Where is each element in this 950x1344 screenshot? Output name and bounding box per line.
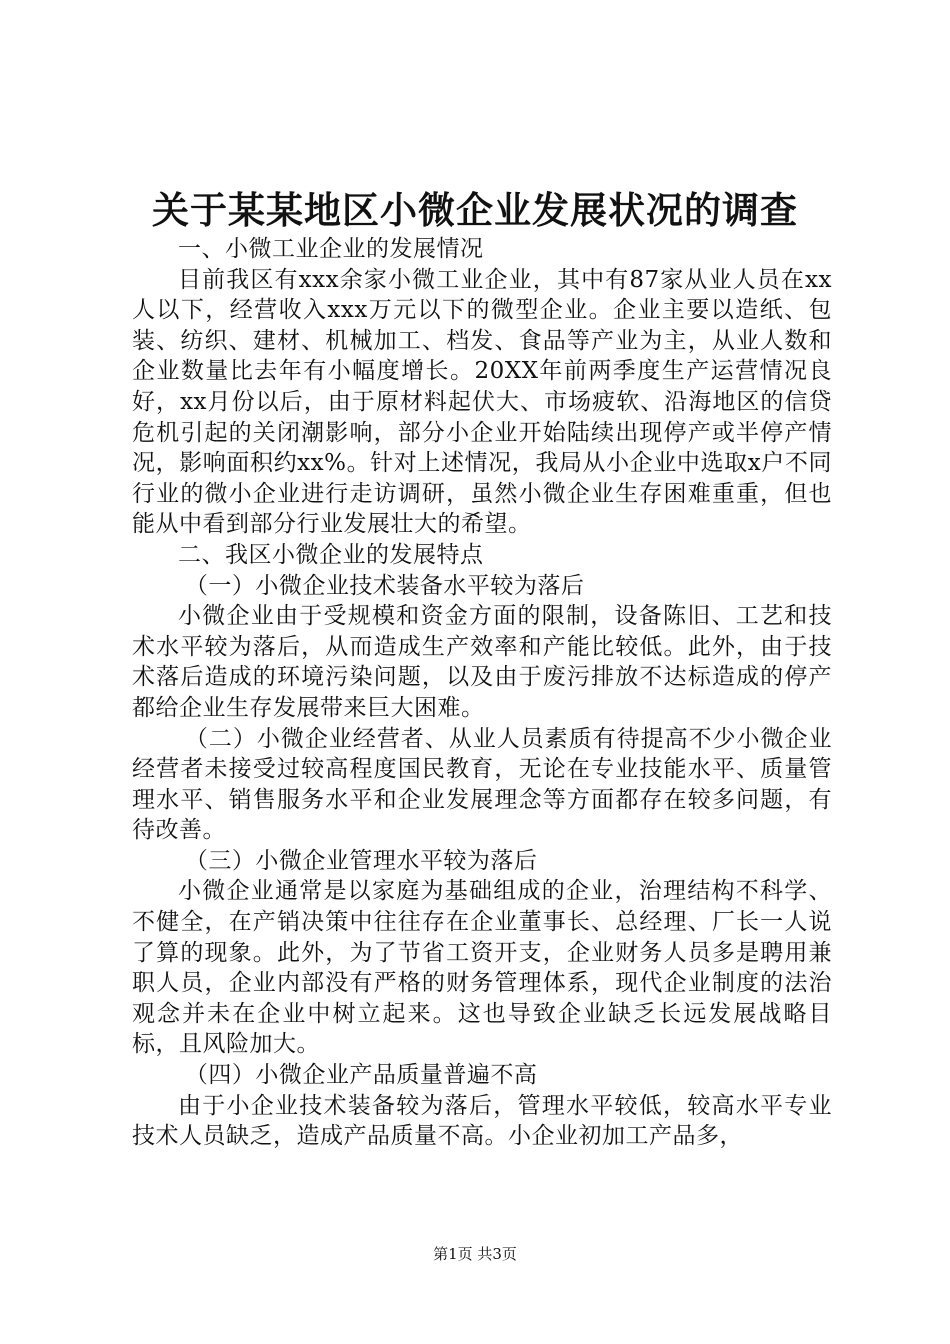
paragraph-1: 目前我区有xxx余家小微工业企业，其中有87家从业人员在xx人以下，经营收入xxx万元以下的微型企业。企业主要以造纸、包装、纺织、建材、机械加工、档发、食品等产业为主，从业人数和企业数量比去年有小幅度增长。20XX年前两季度生产运营情况良好，xx月份以后，由于原材料起伏大、市场疲软、沿海地区的信贷危机引起的关闭潮影响，部分小企业开始陆续出现停产或半停产情况，影响面积约xx%。针对上述情况，我局从小企业中选取x户不同行业的微小企业进行走访调研，虽然小微企业生存困难重重，但也能从中看到部分行业发展壮大的希望。 (132, 266, 832, 538)
subsection-heading-4: （四）小微企业产品质量普遍不高 (184, 1062, 538, 1089)
paragraph-5: 由于小企业技术装备较为落后，管理水平较低，较高水平专业技术人员缺乏，造成产品质量不高。小企业初加工产品多， (132, 1092, 832, 1150)
paragraph-3: （二）小微企业经营者、从业人员素质有待提高不少小微企业经营者未接受过较高程度国民教育，无论在专业技能水平、质量管理水平、销售服务水平和企业发展理念等方面都存在较多问题，有待改善。 (132, 725, 832, 844)
subsection-heading-1: （一）小微企业技术装备水平较为落后 (184, 572, 585, 599)
subsection-heading-3: （三）小微企业管理水平较为落后 (184, 847, 538, 874)
paragraph-4: 小微企业通常是以家庭为基础组成的企业，治理结构不科学、不健全，在产销决策中往往存在企业董事长、总经理、厂长一人说了算的现象。此外，为了节省工资开支，企业财务人员多是聘用兼职人员，企业内部没有严格的财务管理体系，现代企业制度的法治观念并未在企业中树立起来。这也导致企业缺乏长远发展战略目标，且风险加大。 (132, 878, 832, 1058)
page-footer: 第1页 共3页 (433, 1245, 517, 1263)
section-heading-1: 一、小微工业企业的发展情况 (178, 236, 484, 262)
document-title: 关于某某地区小微企业发展状况的调查 (152, 188, 798, 232)
section-heading-2: 二、我区小微企业的发展特点 (178, 541, 484, 568)
document-body (132, 234, 832, 1152)
paragraph-2: 小微企业由于受规模和资金方面的限制，设备陈旧、工艺和技术水平较为落后，从而造成生产效率和产能比较低。此外，由于技术落后造成的环境污染问题，以及由于废污排放不达标造成的停产都给企业生存发展带来巨大困难。 (132, 603, 832, 721)
